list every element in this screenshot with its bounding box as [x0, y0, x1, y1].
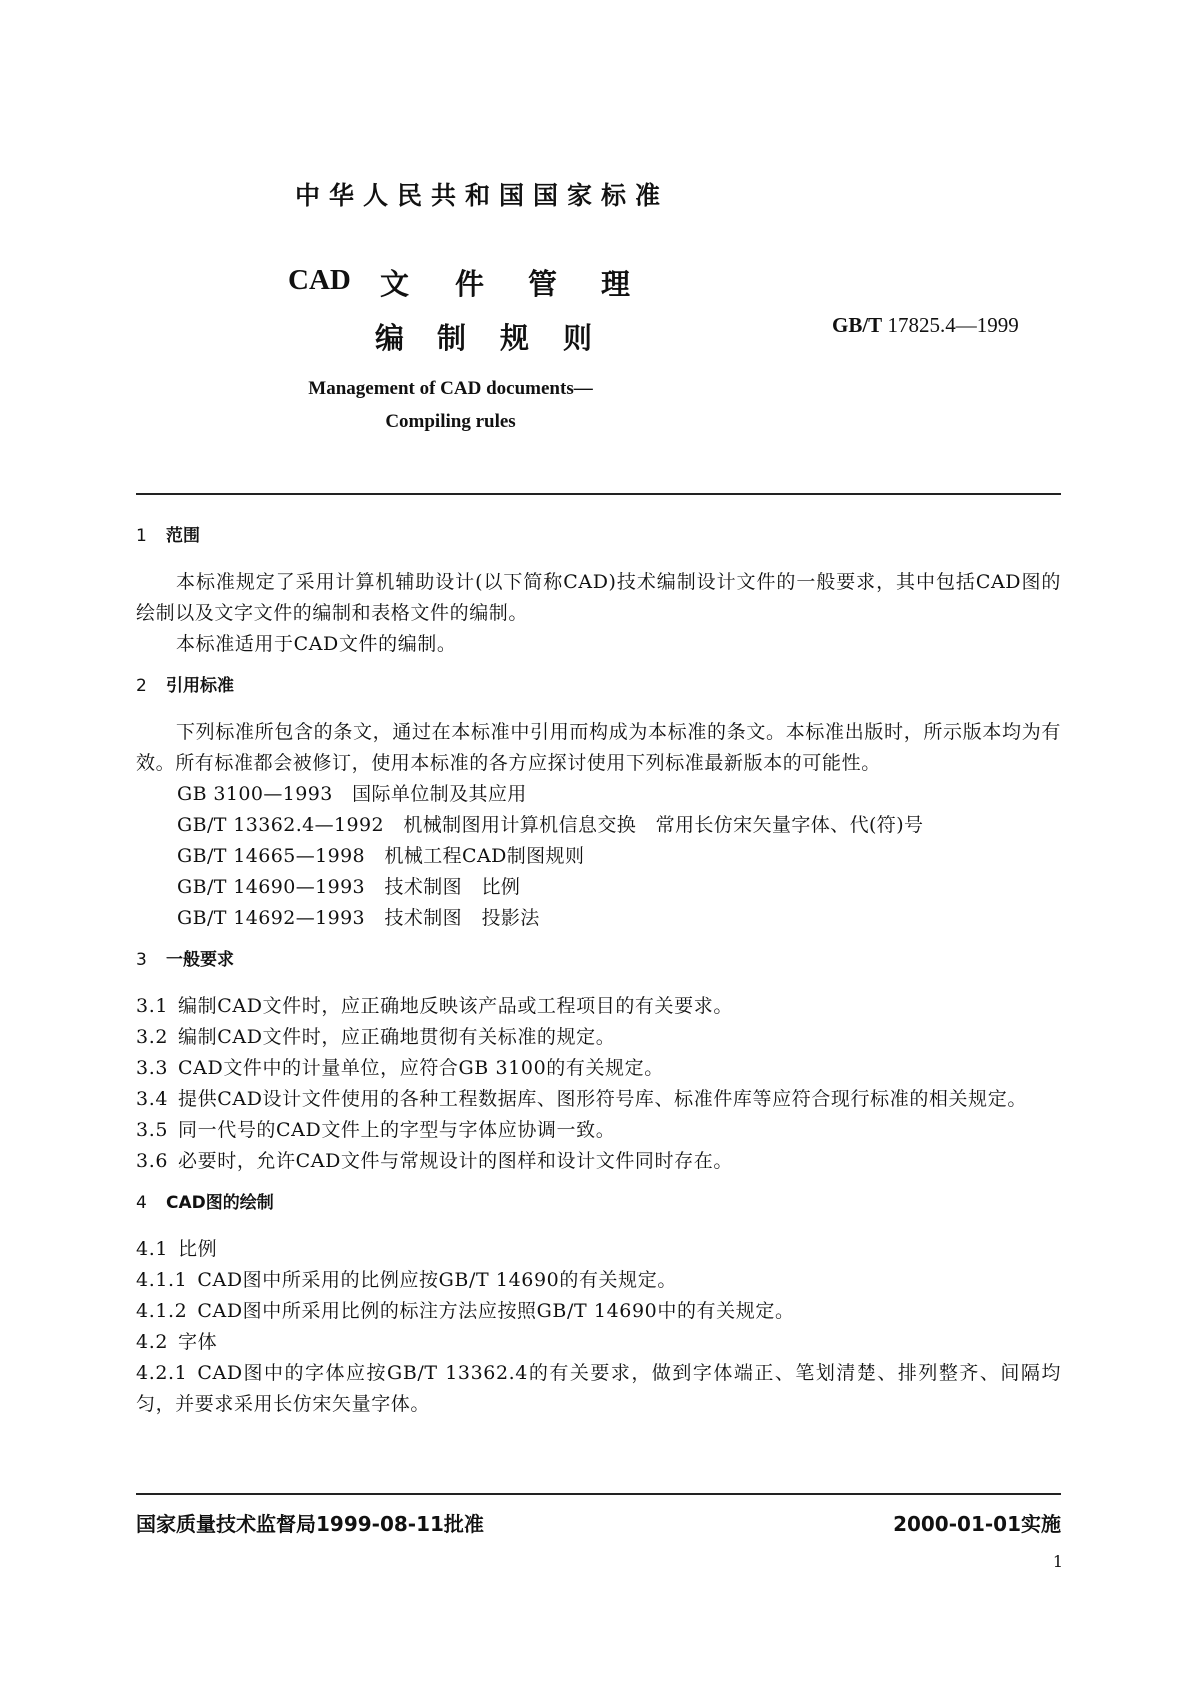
reference-item: GB 3100—1993 国际单位制及其应用: [177, 783, 527, 805]
approval-info: 国家质量技术监督局1999-08-11批准: [136, 1512, 484, 1536]
standard-prefix: GB/T: [832, 313, 883, 337]
title-char: 编: [375, 321, 405, 355]
national-standard-heading: 中华人民共和国国家标准: [295, 181, 670, 210]
title-char: 理: [601, 267, 631, 301]
section-heading: 2 引用标准: [136, 676, 234, 696]
footer-divider: [136, 1493, 1061, 1495]
clause: 4.2 字体: [136, 1331, 218, 1353]
english-title-line1: Management of CAD documents—: [308, 378, 593, 399]
document-body: [136, 521, 1061, 1420]
standard-number: [832, 313, 1019, 338]
clause: 3.3 CAD文件中的计量单位，应符合GB 3100的有关规定。: [136, 1057, 664, 1079]
title-char: 管: [528, 267, 558, 301]
title-char: 制: [437, 321, 467, 355]
clause: 4.2.1 CAD图中的字体应按GB/T 13362.4的有关要求，做到字体端正、笔划清楚、排列整齐、间隔均匀，并要求采用长仿宋矢量字体。: [136, 1362, 1061, 1415]
section-heading: 3 一般要求: [136, 950, 234, 970]
section-heading: 1 范围: [136, 526, 200, 546]
title-char: 规: [500, 321, 530, 355]
section-heading: 4 CAD图的绘制: [136, 1193, 274, 1213]
paragraph: 本标准规定了采用计算机辅助设计(以下简称CAD)技术编制设计文件的一般要求，其中包括CAD图的绘制以及文字文件的编制和表格文件的编制。: [136, 571, 1061, 624]
clause: 3.1 编制CAD文件时，应正确地反映该产品或工程项目的有关要求。: [136, 995, 733, 1017]
clause: 3.5 同一代号的CAD文件上的字型与字体应协调一致。: [136, 1119, 616, 1141]
clause: 3.6 必要时，允许CAD文件与常规设计的图样和设计文件同时存在。: [136, 1150, 733, 1172]
reference-item: GB/T 14690—1993 技术制图 比例: [177, 876, 521, 898]
clause: 4.1.2 CAD图中所采用比例的标注方法应按照GB/T 14690中的有关规定。: [136, 1300, 795, 1322]
title-char: 件: [455, 267, 485, 301]
page-number: 1: [1052, 1552, 1063, 1571]
english-title-line2: Compiling rules: [385, 411, 516, 432]
standard-code: 17825.4—1999: [887, 313, 1019, 337]
paragraph: 本标准适用于CAD文件的编制。: [176, 633, 457, 655]
clause: 4.1.1 CAD图中所采用的比例应按GB/T 14690的有关规定。: [136, 1269, 677, 1291]
reference-item: GB/T 13362.4—1992 机械制图用计算机信息交换 常用长仿宋矢量字体、代(符)号: [177, 814, 924, 836]
implementation-date: 2000-01-01实施: [893, 1512, 1061, 1536]
clause: 4.1 比例: [136, 1238, 218, 1260]
title-char: 则: [563, 321, 593, 355]
reference-item: GB/T 14692—1993 技术制图 投影法: [177, 907, 540, 929]
clause: 3.4 提供CAD设计文件使用的各种工程数据库、图形符号库、标准件库等应符合现行标准的相关规定。: [136, 1088, 1027, 1110]
clause: 3.2 编制CAD文件时，应正确地贯彻有关标准的规定。: [136, 1026, 616, 1048]
reference-item: GB/T 14665—1998 机械工程CAD制图规则: [177, 845, 585, 867]
header-divider: [136, 493, 1061, 495]
title-cad: CAD: [288, 264, 351, 296]
paragraph: 下列标准所包含的条文，通过在本标准中引用而构成为本标准的条文。本标准出版时，所示版本均为有效。所有标准都会被修订，使用本标准的各方应探讨使用下列标准最新版本的可能性。: [136, 721, 1061, 774]
title-char: 文: [380, 267, 410, 301]
